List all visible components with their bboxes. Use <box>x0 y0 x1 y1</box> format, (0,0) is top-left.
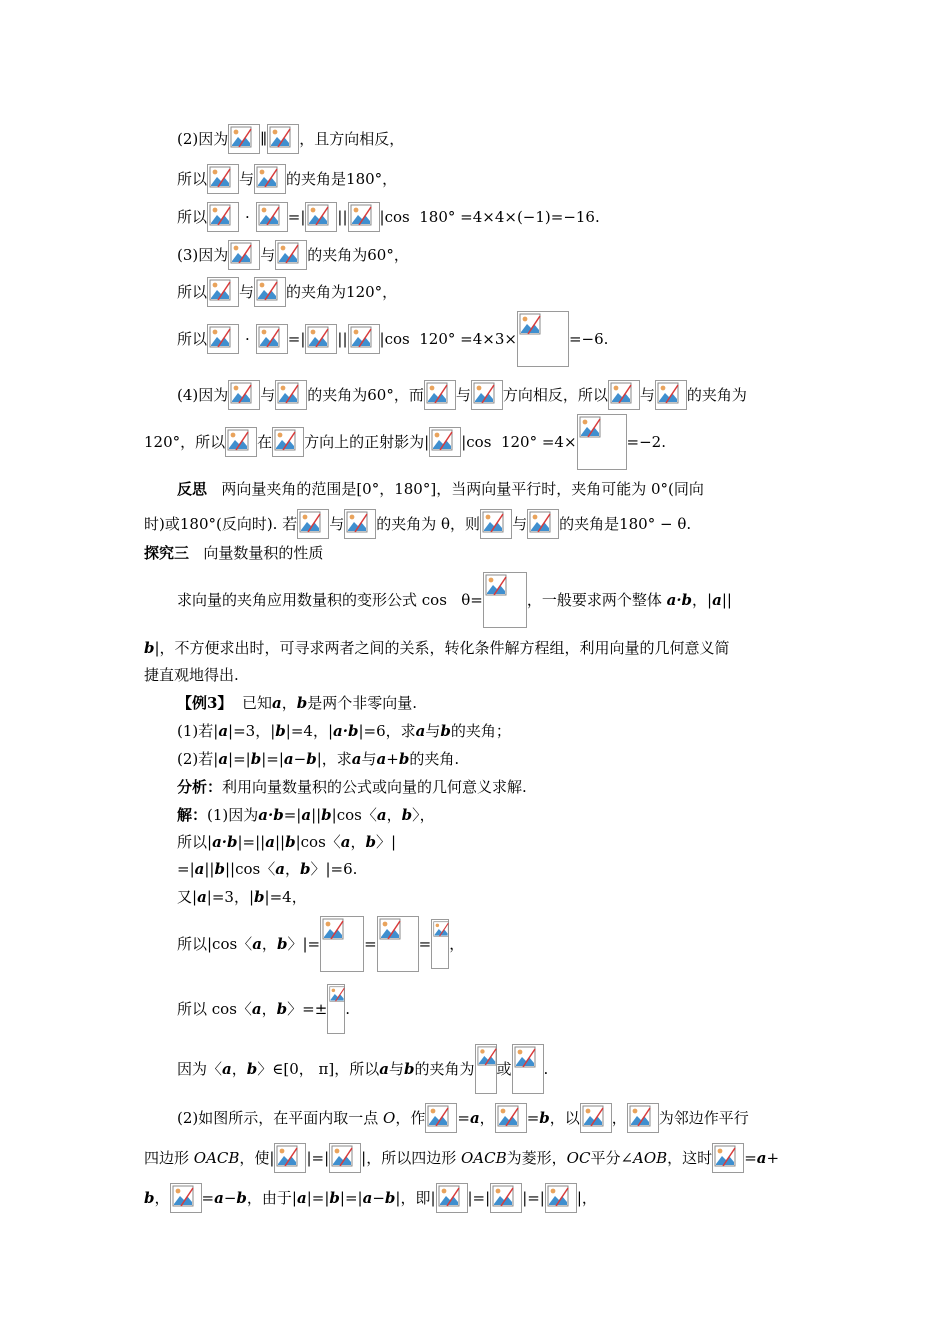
broken-image-icon <box>305 324 337 354</box>
broken-image-icon <box>483 572 527 628</box>
line-4 <box>177 240 409 270</box>
text: ， <box>154 1189 170 1207</box>
text: 120°，所以 <box>144 433 226 451</box>
broken-image-icon <box>429 427 461 457</box>
broken-image-icon <box>329 1143 361 1173</box>
text: ， <box>281 694 297 712</box>
text: b <box>275 722 286 740</box>
text: a <box>376 806 387 824</box>
text: b <box>365 833 377 851</box>
text: 与 <box>239 283 255 301</box>
broken-image-icon <box>512 1044 544 1094</box>
broken-image-icon <box>267 124 299 154</box>
broken-image-icon <box>495 1103 527 1133</box>
broken-image-icon <box>274 1143 306 1173</box>
text: 的夹角是180° − θ. <box>559 515 692 533</box>
text: 已知 <box>232 694 272 712</box>
text: 所以|cos〈 <box>177 935 253 953</box>
text: 因为〈 <box>177 1060 223 1078</box>
broken-image-icon <box>305 202 337 232</box>
example-label: 【例3】 <box>177 694 233 712</box>
text: ， <box>231 1060 247 1078</box>
text: OACB <box>193 1149 240 1167</box>
text: · <box>245 208 250 226</box>
line-28 <box>144 1183 597 1213</box>
text: ， <box>611 1109 627 1127</box>
line-17 <box>177 749 459 769</box>
broken-image-icon <box>577 414 627 470</box>
broken-image-icon <box>580 1103 612 1133</box>
broken-image-icon <box>344 509 376 539</box>
line-23 <box>177 916 464 972</box>
broken-image-icon <box>517 311 569 367</box>
broken-image-icon <box>608 380 640 410</box>
text: a <box>712 591 722 609</box>
text: || <box>337 330 348 348</box>
text: a <box>197 888 207 906</box>
broken-image-icon <box>170 1183 202 1213</box>
text: − <box>223 1189 237 1207</box>
broken-image-icon <box>256 202 288 232</box>
text: |=3，| <box>206 888 255 906</box>
text: |，求 <box>316 750 352 768</box>
text: |cos 120° =4×3× <box>379 330 517 348</box>
broken-image-icon <box>207 277 239 307</box>
text: =| <box>287 330 306 348</box>
text: 与 <box>329 515 345 533</box>
text: 的夹角. <box>409 750 460 768</box>
line-8 <box>144 414 666 470</box>
text: · <box>245 330 250 348</box>
text: 在 <box>257 433 273 451</box>
line-24 <box>177 983 350 1035</box>
text: . <box>345 1000 351 1018</box>
text: ，| <box>692 591 713 609</box>
broken-image-icon <box>225 427 257 457</box>
section-heading <box>144 543 323 563</box>
broken-image-icon <box>527 509 559 539</box>
text: 平分∠ <box>590 1149 634 1167</box>
text: b <box>329 1189 340 1207</box>
text: 与 <box>260 246 276 264</box>
text: b <box>440 722 451 740</box>
broken-image-icon <box>627 1103 659 1133</box>
broken-image-icon <box>327 984 345 1034</box>
text: 与 <box>260 386 276 404</box>
text: OC <box>566 1149 591 1167</box>
text: (1)若| <box>177 722 219 740</box>
text: |=| <box>228 750 251 768</box>
text: |=4， <box>264 888 307 906</box>
text: ，且方向相反， <box>299 130 405 148</box>
text: 的夹角为120°， <box>286 283 398 301</box>
text: a <box>296 1189 307 1207</box>
text: 是两个非零向量. <box>307 694 418 712</box>
text: ， <box>350 833 366 851</box>
text: 与 <box>639 386 655 404</box>
broken-image-icon <box>712 1143 744 1173</box>
text: =| <box>283 806 302 824</box>
line-5 <box>177 277 397 307</box>
broken-image-icon <box>275 380 307 410</box>
text: ， <box>479 1109 495 1127</box>
text: b <box>246 1060 258 1078</box>
line-10 <box>144 509 691 539</box>
text: (2)若| <box>177 750 219 768</box>
text: b <box>299 860 311 878</box>
broken-image-icon <box>228 124 260 154</box>
text: (4)因为 <box>177 386 229 404</box>
text: = <box>418 935 432 953</box>
text: a <box>194 860 205 878</box>
broken-image-icon <box>254 277 286 307</box>
solution-line <box>177 805 435 825</box>
text: 又| <box>177 888 198 906</box>
broken-image-icon <box>377 916 419 972</box>
text: 所以 cos〈 <box>177 1000 252 1018</box>
text: 〉=± <box>287 1000 328 1018</box>
text: a·b <box>333 722 359 740</box>
text: 的夹角为 <box>686 386 747 404</box>
text: a <box>283 750 294 768</box>
text: b <box>144 639 155 657</box>
text: 所以 <box>177 170 208 188</box>
broken-image-icon <box>348 324 380 354</box>
text: (1)因为 <box>207 806 259 824</box>
text: b <box>384 1189 396 1207</box>
text: ||cos〈 <box>224 860 276 878</box>
text: O <box>383 1109 396 1127</box>
text: |=| <box>339 1189 363 1207</box>
text: 与 <box>361 750 377 768</box>
text: a <box>271 694 282 712</box>
broken-image-icon <box>480 509 512 539</box>
text: 〉， <box>412 806 435 824</box>
text: b <box>236 1189 247 1207</box>
text: =−2. <box>626 433 666 451</box>
text: 的夹角为60°， <box>307 246 409 264</box>
line-22 <box>177 887 307 907</box>
text: b <box>214 860 225 878</box>
text: || <box>721 591 732 609</box>
text: ∥ <box>260 130 268 148</box>
line-3 <box>177 202 600 232</box>
line-9 <box>177 479 704 499</box>
text: a <box>214 1189 224 1207</box>
text: a <box>362 1189 373 1207</box>
text: 方向相反，所以 <box>502 386 608 404</box>
text: 两向量夹角的范围是[0°，180°]，当两向量平行时，夹角可能为 0°(同向 <box>207 480 704 498</box>
text: b <box>276 1000 288 1018</box>
text: ，作 <box>395 1109 426 1127</box>
line-2 <box>177 164 397 194</box>
text: a <box>301 806 312 824</box>
text: + <box>386 750 399 768</box>
text: (2)因为 <box>177 130 229 148</box>
text: OACB <box>461 1149 507 1167</box>
text: 所以 <box>177 330 208 348</box>
text: b <box>285 833 296 851</box>
text: b <box>254 888 265 906</box>
text: + <box>766 1149 780 1167</box>
text: 与 <box>425 722 441 740</box>
text: b <box>306 750 317 768</box>
text: 时)或180°(反向时). 若 <box>144 515 298 533</box>
text: 与 <box>388 1060 404 1078</box>
text: = <box>457 1109 470 1127</box>
text: 方向上的正射影为| <box>304 433 430 451</box>
text: ，一般要求两个整体 <box>526 591 667 609</box>
broken-image-icon <box>475 1044 497 1094</box>
text: b <box>401 806 413 824</box>
text: || <box>311 806 322 824</box>
broken-image-icon <box>297 509 329 539</box>
text: b <box>144 1189 155 1207</box>
text: |cos 180° =4×4×(−1)=−16. <box>379 208 600 226</box>
broken-image-icon <box>207 164 239 194</box>
text: a <box>265 833 275 851</box>
text: ， <box>284 860 300 878</box>
broken-image-icon <box>348 202 380 232</box>
broken-image-icon <box>207 324 239 354</box>
text: a <box>251 1000 262 1018</box>
text: a <box>340 833 351 851</box>
broken-image-icon <box>424 380 456 410</box>
text: 的夹角为60°，而 <box>307 386 424 404</box>
text: = <box>744 1149 757 1167</box>
broken-image-icon <box>431 919 449 969</box>
broken-image-icon <box>320 916 364 972</box>
text: − <box>293 750 307 768</box>
broken-image-icon <box>655 380 687 410</box>
text: = <box>526 1109 540 1127</box>
text: (3)因为 <box>177 246 229 264</box>
text: |cos〈 <box>331 806 377 824</box>
text: 所以 <box>177 208 208 226</box>
text: |， <box>576 1189 597 1207</box>
text: 的夹角； <box>450 722 511 740</box>
text: |=3，| <box>228 722 276 740</box>
text: b <box>250 750 262 768</box>
text: AOB <box>633 1149 668 1167</box>
broken-image-icon <box>490 1183 522 1213</box>
text: 所以 <box>177 283 208 301</box>
text: a <box>379 1060 389 1078</box>
text: || <box>204 860 215 878</box>
text: = <box>201 1189 215 1207</box>
text: b <box>398 750 410 768</box>
text: 与 <box>239 170 255 188</box>
broken-image-icon <box>256 324 288 354</box>
text: |=| <box>306 1149 330 1167</box>
text: |=| <box>306 1189 330 1207</box>
text: 的夹角是180°， <box>286 170 398 188</box>
text: |，即| <box>395 1189 436 1207</box>
line-26 <box>177 1103 749 1133</box>
text: 〉|= <box>287 935 321 953</box>
reflection-heading: 反思 <box>177 480 208 498</box>
text: |=|| <box>237 833 266 851</box>
broken-image-icon <box>275 240 307 270</box>
line-12 <box>177 572 732 628</box>
text: a <box>222 1060 232 1078</box>
text: 的夹角为 <box>414 1060 475 1078</box>
line-13 <box>144 638 730 658</box>
text: |cos 120° =4× <box>461 433 577 451</box>
text: || <box>337 208 348 226</box>
line-21 <box>177 859 357 879</box>
text: a <box>252 935 262 953</box>
text: =−6. <box>568 330 609 348</box>
solution-label: 解： <box>177 806 208 824</box>
broken-image-icon <box>471 380 503 410</box>
text: 与 <box>455 386 471 404</box>
broken-image-icon <box>436 1183 468 1213</box>
line-6 <box>177 311 608 367</box>
example-heading <box>177 693 417 713</box>
broken-image-icon <box>254 164 286 194</box>
text: 捷直观地得出. <box>144 666 239 684</box>
line-7 <box>177 380 747 410</box>
text: || <box>274 833 286 851</box>
text: |=6，求 <box>358 722 416 740</box>
text: b <box>276 935 288 953</box>
text: =| <box>177 860 195 878</box>
analysis-line <box>177 777 527 797</box>
text: (2)如图所示，在平面内取一点 <box>177 1109 384 1127</box>
text: a·b <box>258 806 284 824</box>
text: |=| <box>261 750 284 768</box>
text: ，以 <box>549 1109 580 1127</box>
text: ， <box>261 1000 277 1018</box>
analysis-label: 分析： <box>177 778 223 796</box>
text: − <box>372 1189 385 1207</box>
text: a <box>351 750 362 768</box>
text: 〉| <box>376 833 397 851</box>
text: ，使| <box>239 1149 275 1167</box>
text: b <box>296 694 308 712</box>
text: a·b <box>212 833 238 851</box>
line-1 <box>177 124 404 154</box>
text: ，由于| <box>246 1189 297 1207</box>
text: ， <box>449 935 465 953</box>
broken-image-icon <box>272 427 304 457</box>
text: 利用向量数量积的公式或向量的几何意义求解. <box>222 778 527 796</box>
text: b <box>539 1109 550 1127</box>
section-title: 探究三 <box>144 544 190 562</box>
text: a <box>756 1149 767 1167</box>
text: ， <box>261 935 277 953</box>
text: 〉∈[0， π]，所以 <box>257 1060 380 1078</box>
text: |=| <box>467 1189 491 1207</box>
line-20 <box>177 832 396 852</box>
text: ， <box>386 806 402 824</box>
text: = <box>364 935 377 953</box>
text: 或 <box>496 1060 512 1078</box>
text: 的夹角为 θ，则 <box>376 515 481 533</box>
text: =| <box>287 208 306 226</box>
text: b <box>404 1060 415 1078</box>
text: . <box>543 1060 549 1078</box>
text: |=| <box>522 1189 545 1207</box>
text: a·b <box>666 591 693 609</box>
text: 为邻边作平行 <box>658 1109 749 1127</box>
text: 与 <box>512 515 528 533</box>
broken-image-icon <box>545 1183 577 1213</box>
text: 〉|=6. <box>310 860 358 878</box>
text: ，这时 <box>667 1149 713 1167</box>
line-27 <box>144 1143 779 1173</box>
line-14 <box>144 665 239 685</box>
text: a <box>376 750 387 768</box>
text: |，不方便求出时，可寻求两者之间的关系，转化条件解方程组，利用向量的几何意义简 <box>154 639 730 657</box>
broken-image-icon <box>228 240 260 270</box>
text: 向量数量积的性质 <box>189 544 324 562</box>
text: a <box>218 750 229 768</box>
broken-image-icon <box>425 1103 457 1133</box>
text: |，所以四边形 <box>361 1149 461 1167</box>
text: a <box>469 1109 480 1127</box>
text: a <box>415 722 426 740</box>
text: |=4，| <box>285 722 334 740</box>
text: a <box>218 722 229 740</box>
broken-image-icon <box>228 380 260 410</box>
line-25 <box>177 1043 548 1095</box>
text: 所以| <box>177 833 213 851</box>
text: |cos〈 <box>295 833 341 851</box>
text: 求向量的夹角应用数量积的变形公式 cos θ= <box>177 591 483 609</box>
text: 为菱形， <box>506 1149 567 1167</box>
text: a <box>275 860 285 878</box>
text: b <box>321 806 332 824</box>
text: 四边形 <box>144 1149 194 1167</box>
line-16 <box>177 721 511 741</box>
broken-image-icon <box>207 202 239 232</box>
